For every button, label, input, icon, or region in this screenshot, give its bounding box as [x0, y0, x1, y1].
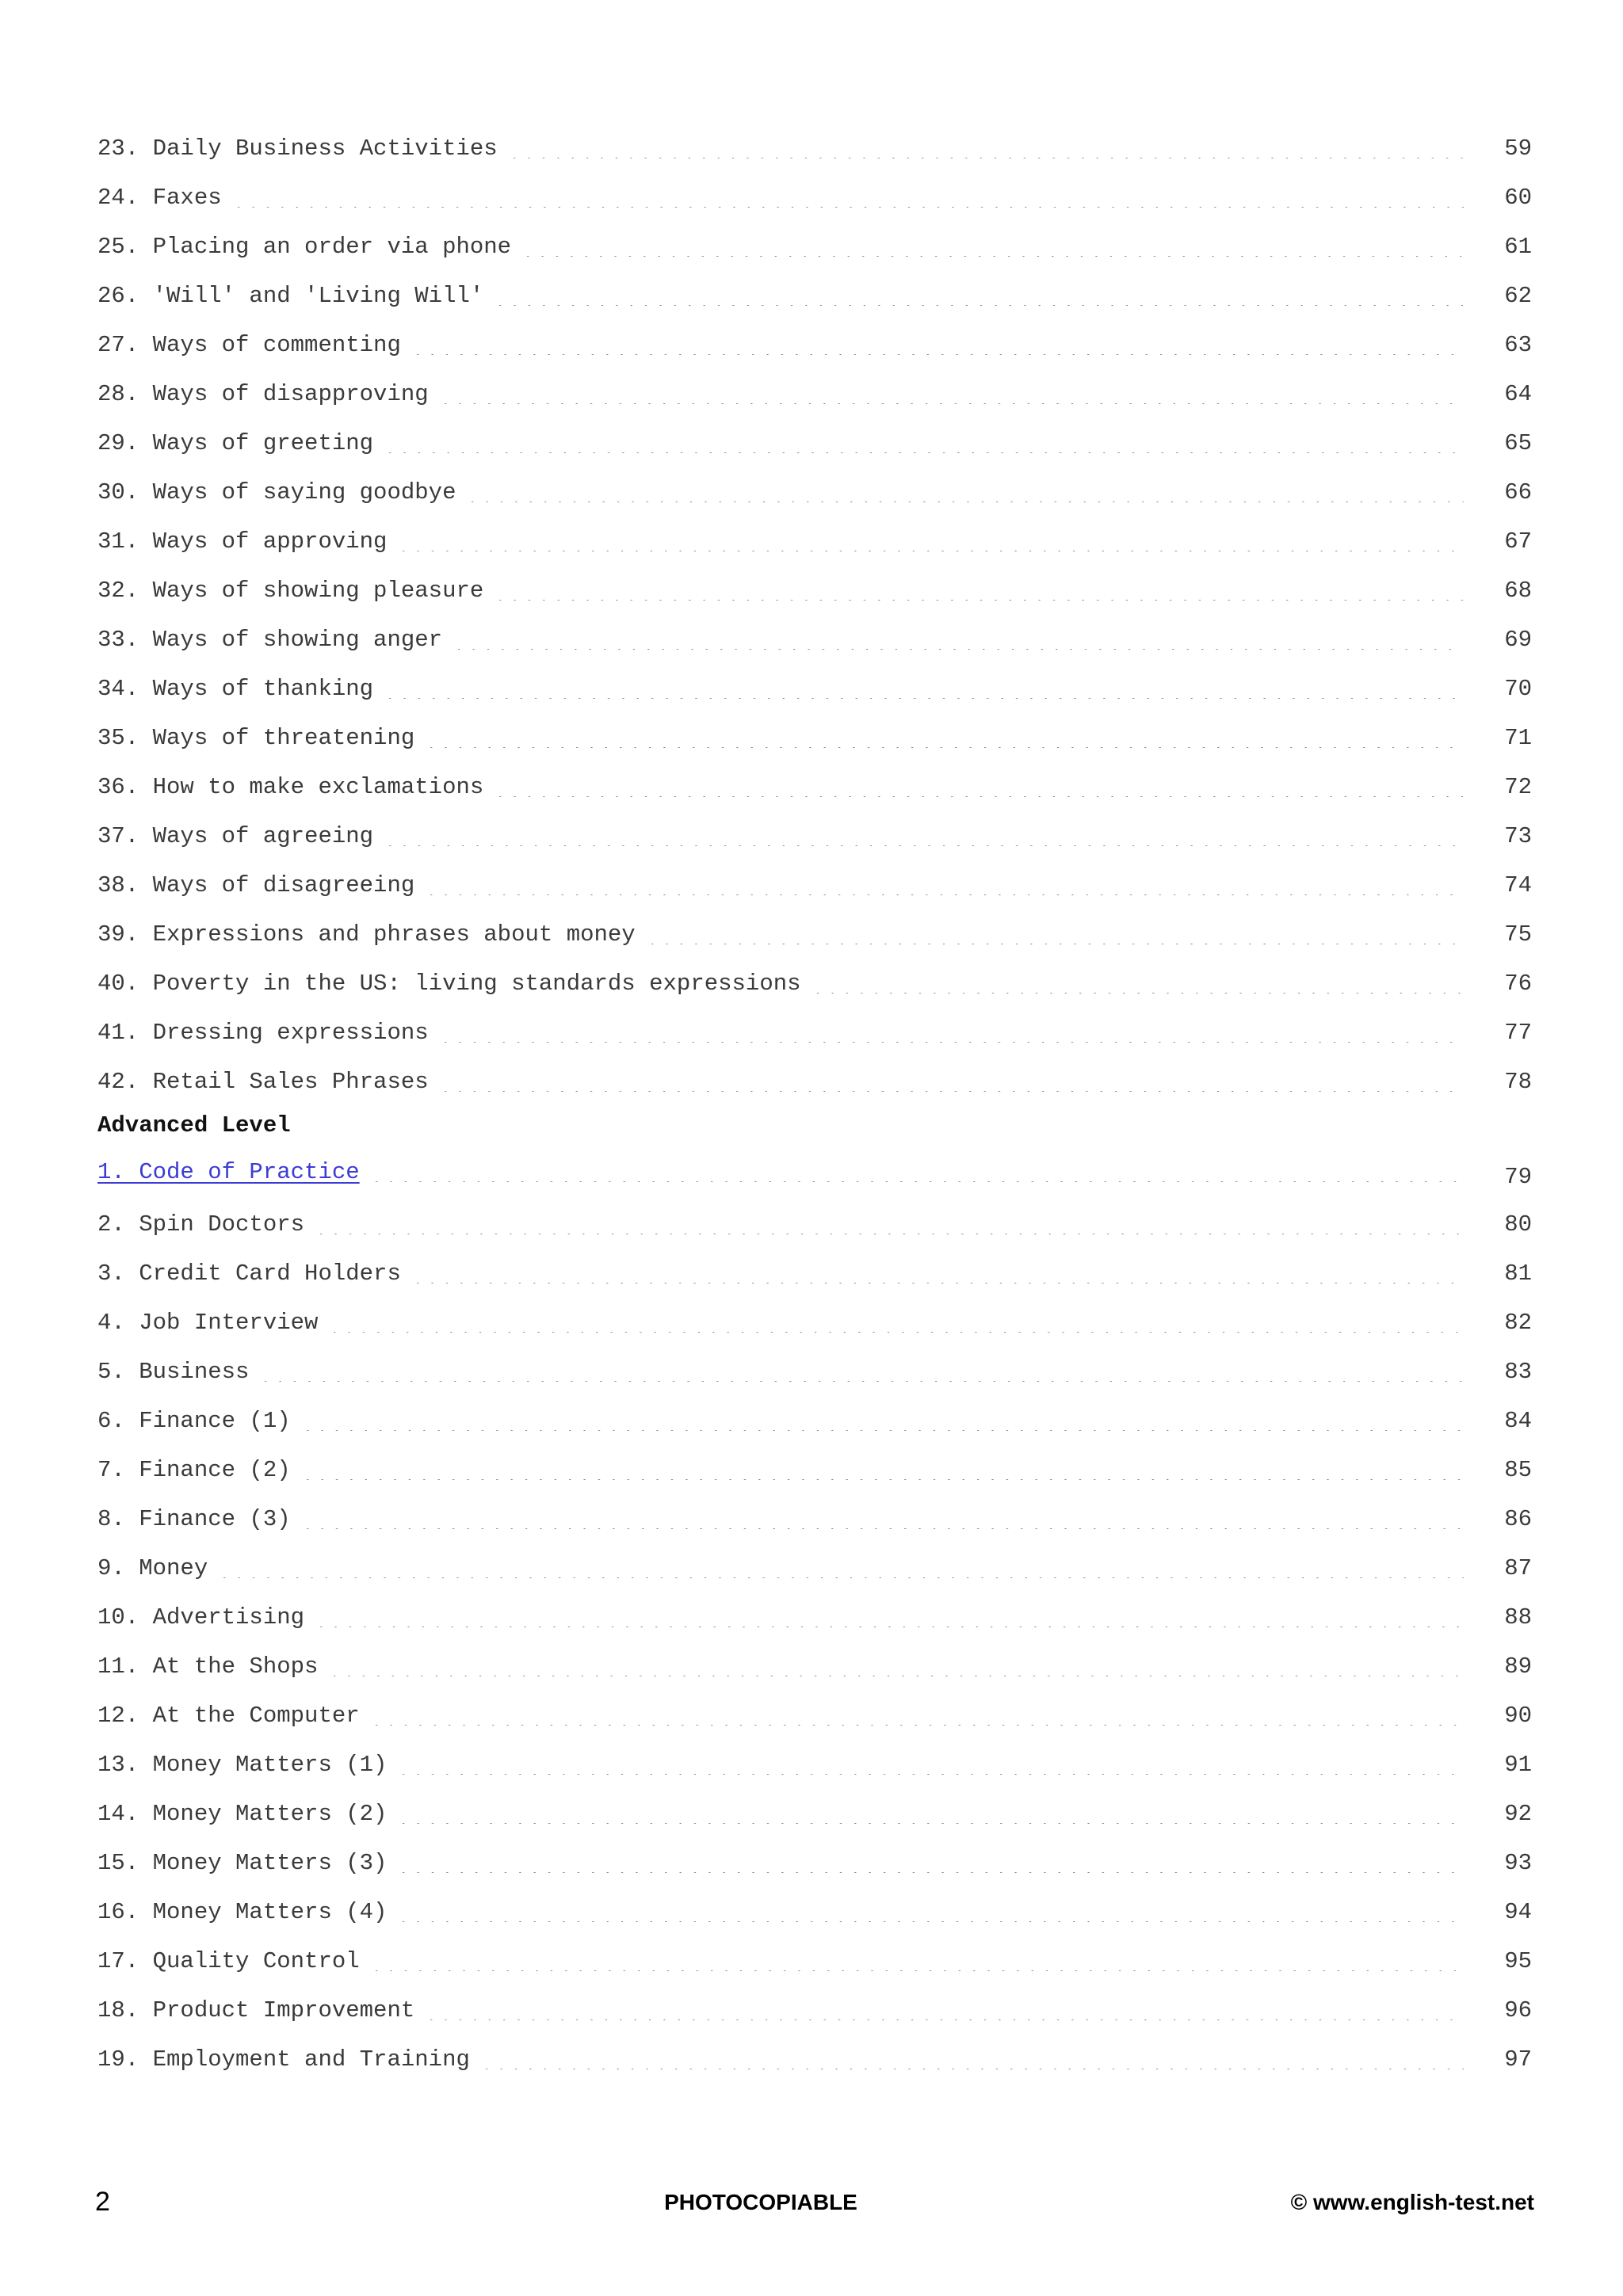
toc-entry: [97, 1199, 1532, 1249]
page-footer: [0, 2180, 1623, 2220]
toc-entry: [97, 173, 1532, 222]
toc-entry: [97, 959, 1532, 1008]
toc-entry: [97, 1347, 1532, 1396]
dot-leader: [369, 1159, 1464, 1182]
toc-entry-page: 83: [1504, 1358, 1532, 1385]
toc-entry-title: 27. Ways of commenting: [97, 331, 401, 358]
toc-entry-page: 65: [1504, 429, 1532, 456]
toc-entry: [97, 860, 1532, 910]
dot-leader: [424, 725, 1464, 748]
toc-entry-title: 40. Poverty in the US: living standards expressions: [97, 970, 801, 997]
toc-entry-title: 5. Business: [97, 1358, 250, 1385]
toc-entry: [97, 1543, 1532, 1592]
toc-entry-page: 93: [1504, 1849, 1532, 1876]
toc-entry-page: 74: [1504, 871, 1532, 898]
dot-leader: [411, 332, 1464, 355]
toc-entry: [97, 2035, 1532, 2084]
toc-entry: [97, 1838, 1532, 1887]
toc-entry-title: 8. Finance (3): [97, 1505, 291, 1532]
dot-leader: [314, 1211, 1464, 1234]
toc-entry-page: 81: [1504, 1260, 1532, 1287]
toc-entry-page: 60: [1504, 184, 1532, 211]
toc-entry-title: 30. Ways of saying goodbye: [97, 479, 456, 505]
toc-entry-page: 92: [1504, 1800, 1532, 1827]
toc-entry: [97, 1008, 1532, 1057]
dot-leader: [327, 1310, 1464, 1333]
toc-entry: [97, 566, 1532, 615]
toc-entry-title: 38. Ways of disagreeing: [97, 871, 415, 898]
toc-entry-page: 77: [1504, 1019, 1532, 1046]
toc-entry: [97, 369, 1532, 418]
toc-entry-title: 14. Money Matters (2): [97, 1800, 388, 1827]
toc-entry: [97, 1789, 1532, 1838]
toc-entry-page: 82: [1504, 1309, 1532, 1336]
toc-entry-page: 80: [1504, 1211, 1532, 1238]
toc-entry-title: 29. Ways of greeting: [97, 429, 374, 456]
toc-entry: [97, 1396, 1532, 1445]
dot-leader: [465, 479, 1464, 502]
toc-entry-title: 11. At the Shops: [97, 1653, 319, 1680]
toc-entry: [97, 320, 1532, 369]
toc-entry: [97, 1740, 1532, 1789]
dot-leader: [314, 1604, 1464, 1627]
toc-entry-title: 2. Spin Doctors: [97, 1211, 305, 1238]
toc-entry-title: 18. Product Improvement: [97, 1997, 415, 2023]
toc-entry-title: 7. Finance (2): [97, 1456, 291, 1483]
toc-entry-title: 4. Job Interview: [97, 1309, 319, 1336]
toc-entry-title: 36. How to make exclamations: [97, 773, 484, 800]
toc-entry-page: 68: [1504, 577, 1532, 604]
dot-leader: [396, 1850, 1464, 1873]
toc-entry: [97, 1936, 1532, 1985]
toc-entry-title: 6. Finance (1): [97, 1407, 291, 1434]
dot-leader: [396, 1752, 1464, 1775]
toc-entry-title: 28. Ways of disapproving: [97, 380, 429, 407]
dot-leader: [383, 676, 1464, 699]
toc-entry: [97, 271, 1532, 320]
toc-entry-page: 87: [1504, 1554, 1532, 1581]
toc-entry-title: 12. At the Computer: [97, 1702, 360, 1729]
toc-entry-page: 76: [1504, 970, 1532, 997]
dot-leader: [300, 1506, 1464, 1529]
toc-entry-page: 62: [1504, 282, 1532, 309]
toc-entry-page: 90: [1504, 1702, 1532, 1729]
dot-leader: [327, 1653, 1464, 1676]
dot-leader: [811, 971, 1464, 994]
dot-leader: [396, 1801, 1464, 1824]
toc-entry-page: 78: [1504, 1068, 1532, 1095]
toc-entry-title: 42. Retail Sales Phrases: [97, 1068, 429, 1095]
toc-entry-page: 89: [1504, 1653, 1532, 1680]
toc-entry: [97, 615, 1532, 664]
toc-entry-title: 13. Money Matters (1): [97, 1751, 388, 1778]
dot-leader: [396, 528, 1464, 551]
toc-entry-title: 25. Placing an order via phone: [97, 233, 512, 260]
toc-entry-page: 96: [1504, 1997, 1532, 2023]
dot-leader: [383, 823, 1464, 846]
toc-entry-page: 73: [1504, 822, 1532, 849]
toc-entry-page: 67: [1504, 528, 1532, 555]
toc-entry-title: 16. Money Matters (4): [97, 1898, 388, 1925]
toc-entry: [97, 1691, 1532, 1740]
dot-leader: [231, 185, 1464, 208]
toc-entry-page: 59: [1504, 135, 1532, 162]
dot-leader: [438, 381, 1464, 404]
dot-leader: [507, 135, 1464, 158]
dot-leader: [411, 1261, 1464, 1283]
toc-entry-title: 35. Ways of threatening: [97, 724, 415, 751]
toc-entry-page: 84: [1504, 1407, 1532, 1434]
toc-entry-title[interactable]: 1. Code of Practice: [97, 1158, 360, 1185]
dot-leader: [452, 627, 1464, 650]
toc-entry: [97, 811, 1532, 860]
dot-leader: [258, 1359, 1464, 1382]
footer-website: © www.english-test.net: [1290, 2190, 1534, 2214]
toc-entry: [97, 1592, 1532, 1642]
toc-entry-title: 39. Expressions and phrases about money: [97, 921, 636, 948]
toc-entry-title: 23. Daily Business Activities: [97, 135, 498, 162]
toc-entry-page: 97: [1504, 2046, 1532, 2073]
toc-entry-title: 9. Money: [97, 1554, 208, 1581]
table-of-contents: [97, 124, 1532, 2084]
toc-entry: [97, 517, 1532, 566]
toc-entry-page: 88: [1504, 1604, 1532, 1630]
dot-leader: [217, 1555, 1464, 1578]
footer-photocopiable: PHOTOCOPIABLE: [664, 2190, 857, 2214]
toc-entry-title: 3. Credit Card Holders: [97, 1260, 401, 1287]
dot-leader: [383, 430, 1464, 453]
toc-entry-title: 15. Money Matters (3): [97, 1849, 388, 1876]
toc-entry: [97, 1985, 1532, 2035]
toc-entry-title: 24. Faxes: [97, 184, 222, 211]
toc-entry-page: 71: [1504, 724, 1532, 751]
toc-entry-title: 41. Dressing expressions: [97, 1019, 429, 1046]
page-number: 2: [95, 2187, 110, 2217]
toc-entry: [97, 1298, 1532, 1347]
toc-group-advanced: [97, 1199, 1532, 2084]
toc-entry: [97, 1887, 1532, 1936]
toc-entry-page: 79: [1504, 1163, 1532, 1190]
toc-entry-title: 33. Ways of showing anger: [97, 626, 443, 653]
toc-entry-page: 70: [1504, 675, 1532, 702]
toc-entry-page: 69: [1504, 626, 1532, 653]
toc-entry-title: 31. Ways of approving: [97, 528, 388, 555]
toc-entry: [97, 1445, 1532, 1494]
toc-entry-title: 17. Quality Control: [97, 1947, 360, 1974]
toc-entry-title: 32. Ways of showing pleasure: [97, 577, 484, 604]
toc-entry: [97, 1494, 1532, 1543]
toc-entry-page: 64: [1504, 380, 1532, 407]
toc-entry: [97, 124, 1532, 173]
toc-entry-page: 75: [1504, 921, 1532, 948]
toc-entry-page: 94: [1504, 1898, 1532, 1925]
toc-entry-page: 91: [1504, 1751, 1532, 1778]
toc-entry: [97, 762, 1532, 811]
dot-leader: [645, 921, 1464, 944]
toc-entry: [97, 1057, 1532, 1106]
toc-entry-title: 26. 'Will' and 'Living Will': [97, 282, 484, 309]
dot-leader: [521, 234, 1464, 257]
toc-entry: [97, 1642, 1532, 1691]
toc-entry-page: 63: [1504, 331, 1532, 358]
toc-group-intermediate: [97, 124, 1532, 1106]
dot-leader: [424, 1997, 1464, 2020]
toc-entry: [97, 467, 1532, 517]
dot-leader: [493, 283, 1464, 306]
toc-entry: [97, 222, 1532, 271]
dot-leader: [369, 1948, 1464, 1971]
toc-entry-title: 10. Advertising: [97, 1604, 305, 1630]
dot-leader: [479, 2046, 1464, 2069]
dot-leader: [493, 578, 1464, 601]
toc-entry: [97, 713, 1532, 762]
dot-leader: [493, 774, 1464, 797]
toc-entry: [97, 910, 1532, 959]
toc-entry: [97, 418, 1532, 467]
dot-leader: [438, 1069, 1464, 1092]
toc-entry-link[interactable]: [97, 1144, 1532, 1199]
toc-entry: [97, 664, 1532, 713]
toc-entry-page: 85: [1504, 1456, 1532, 1483]
toc-entry-title: 19. Employment and Training: [97, 2046, 470, 2073]
toc-entry-page: 66: [1504, 479, 1532, 505]
dot-leader: [424, 872, 1464, 895]
dot-leader: [300, 1457, 1464, 1480]
dot-leader: [396, 1899, 1464, 1922]
toc-entry-page: 86: [1504, 1505, 1532, 1532]
section-heading-advanced: Advanced Level: [97, 1112, 291, 1138]
dot-leader: [369, 1703, 1464, 1726]
dot-leader: [438, 1020, 1464, 1043]
toc-entry-page: 61: [1504, 233, 1532, 260]
dot-leader: [300, 1408, 1464, 1431]
toc-entry: [97, 1249, 1532, 1298]
toc-entry-page: 95: [1504, 1947, 1532, 1974]
toc-entry-page: 72: [1504, 773, 1532, 800]
toc-entry-title: 37. Ways of agreeing: [97, 822, 374, 849]
toc-entry-title: 34. Ways of thanking: [97, 675, 374, 702]
